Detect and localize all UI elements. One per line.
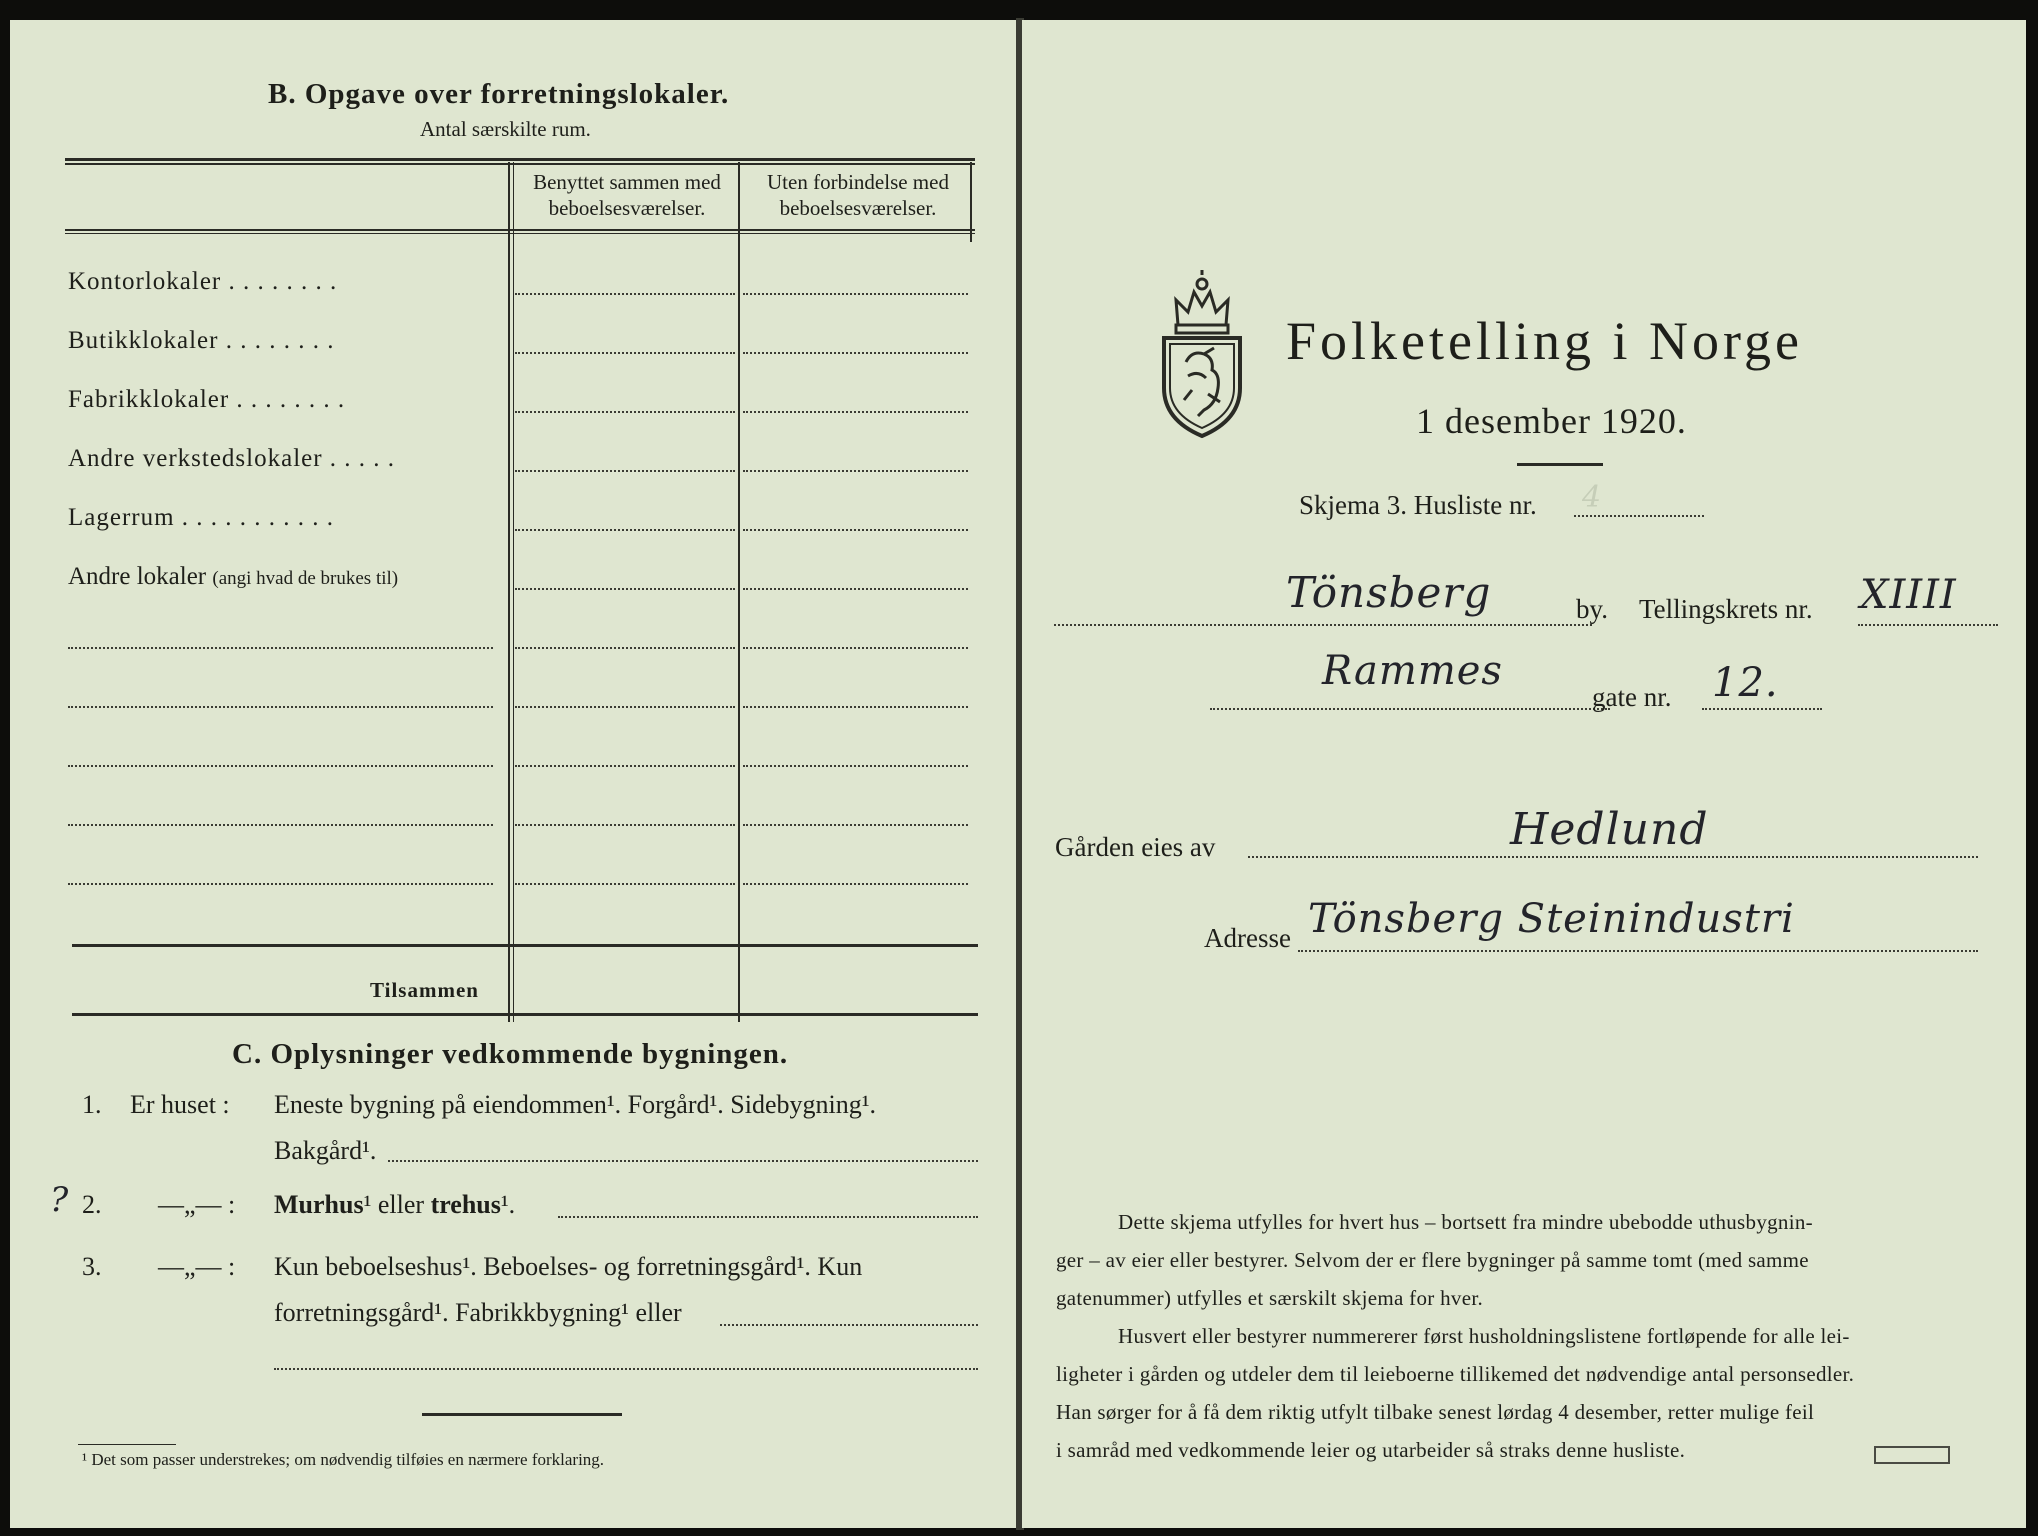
husliste-value: 4 xyxy=(1582,480,1603,515)
section-c-title: C. Oplysninger vedkommende bygningen. xyxy=(232,1038,789,1070)
q1-text-2: Bakgård¹. xyxy=(274,1136,377,1165)
q2-trehus: trehus xyxy=(430,1190,501,1219)
section-b-title: B. Opgave over forretningslokaler. xyxy=(268,78,730,110)
q2-end: ¹. xyxy=(500,1190,516,1219)
row-andre-lokaler xyxy=(68,563,398,591)
row-andre-lokaler-note: (angi hvad de brukes til) xyxy=(212,568,399,589)
q3-answer-line xyxy=(720,1324,978,1326)
total-bottom-rule xyxy=(72,1013,978,1016)
q1-lead: Er huset : xyxy=(130,1090,230,1119)
instructions-p1-line3: gatenummer) utfylles et særskilt skjema for hver. xyxy=(1056,1286,1484,1310)
printer-stamp xyxy=(1874,1446,1950,1464)
cell-line xyxy=(743,529,968,531)
cell-line xyxy=(743,588,968,590)
cell-line xyxy=(743,352,968,354)
andre-lokaler-line-5 xyxy=(68,883,493,885)
row-kontorlokaler: Kontorlokaler . . . . . . . . xyxy=(68,268,338,295)
q2-murhus: Murhus xyxy=(274,1190,364,1219)
instructions-p2-line4: i samråd med vedkommende leier og utarbeider så straks denne husliste. xyxy=(1056,1438,1686,1462)
q3-number: 3. xyxy=(82,1252,102,1281)
footnote-rule xyxy=(78,1444,176,1445)
cell-line xyxy=(515,765,735,767)
q2-mid: ¹ eller xyxy=(363,1190,425,1219)
footnote: ¹ Det som passer understrekes; om nødvendig tilføies en nærmere forklaring. xyxy=(82,1450,605,1469)
q3-answer-line-2 xyxy=(274,1368,978,1370)
gate-label: gate nr. xyxy=(1592,682,1672,712)
adresse-line xyxy=(1298,950,1978,952)
total-top-rule xyxy=(72,944,978,947)
andre-lokaler-line-4 xyxy=(68,824,493,826)
by-value: Tönsberg xyxy=(1286,568,1492,617)
table-top-rule xyxy=(65,158,975,161)
cell-line xyxy=(515,647,735,649)
row-lagerrum: Lagerrum . . . . . . . . . . . xyxy=(68,504,335,531)
gate-line xyxy=(1210,708,1610,710)
q3-lead: —„— : xyxy=(158,1252,236,1281)
q1-answer-line xyxy=(388,1160,978,1162)
section-c-end-rule xyxy=(422,1413,622,1416)
cell-line xyxy=(515,529,735,531)
row-fabrikklokaler: Fabrikklokaler . . . . . . . . xyxy=(68,386,346,413)
q2-margin-mark: ? xyxy=(50,1180,70,1220)
andre-lokaler-line-1 xyxy=(68,647,493,649)
gate-nr-line xyxy=(1702,708,1822,710)
gate-value: Rammes xyxy=(1322,648,1503,694)
cell-line xyxy=(743,647,968,649)
table-top-rule-2 xyxy=(65,163,975,165)
total-label: Tilsammen xyxy=(370,978,479,1002)
instructions-p1-line2: ger – av eier eller bestyrer. Selvom der er flere bygninger på samme tomt (med samme xyxy=(1056,1248,1809,1272)
row-andre-verkstedslokaler: Andre verkstedslokaler . . . . . xyxy=(68,445,396,472)
cell-line xyxy=(515,883,735,885)
cell-line xyxy=(515,411,735,413)
by-label: by. xyxy=(1576,594,1608,624)
right-page xyxy=(1022,20,2026,1528)
cell-line xyxy=(743,411,968,413)
col2-header-line2: beboelsesværelser. xyxy=(779,196,937,220)
cell-line xyxy=(743,293,968,295)
andre-lokaler-line-2 xyxy=(68,706,493,708)
document-title: Folketelling i Norge xyxy=(1286,311,1803,371)
cell-line xyxy=(515,824,735,826)
table-col-divider-3 xyxy=(970,162,972,242)
cell-line xyxy=(743,470,968,472)
by-line xyxy=(1054,624,1592,626)
krets-label: Tellingskrets nr. xyxy=(1639,594,1813,624)
adresse-label: Adresse xyxy=(1204,923,1291,953)
coat-of-arms-icon xyxy=(1158,270,1246,440)
q2-number: 2. xyxy=(82,1190,102,1219)
instructions-p2-line3: Han sørger for å få dem riktig utfylt tilbake senest lørdag 4 desember, retter mulige feil xyxy=(1056,1400,1815,1424)
cell-line xyxy=(515,706,735,708)
eier-label: Gården eies av xyxy=(1055,832,1216,862)
table-header-rule-2 xyxy=(65,233,975,234)
cell-line xyxy=(515,588,735,590)
cell-line xyxy=(515,470,735,472)
q3-text-2: forretningsgård¹. Fabrikkbygning¹ eller xyxy=(274,1298,682,1327)
q2-text xyxy=(274,1190,515,1220)
eier-value: Hedlund xyxy=(1510,804,1709,855)
cell-line xyxy=(515,293,735,295)
q1-number: 1. xyxy=(82,1090,102,1119)
adresse-value: Tönsberg Steinindustri xyxy=(1308,896,1795,942)
table-col-divider-2 xyxy=(738,162,740,1022)
gate-nr-value: 12. xyxy=(1712,660,1779,706)
q2-answer-line xyxy=(558,1216,978,1218)
col1-header-line1: Benyttet sammen med xyxy=(533,170,721,194)
andre-lokaler-line-3 xyxy=(68,765,493,767)
row-andre-lokaler-label: Andre lokaler xyxy=(68,563,207,590)
cell-line xyxy=(743,883,968,885)
skjema-label: Skjema 3. Husliste nr. xyxy=(1299,490,1537,520)
instructions-p2-line1: Husvert eller bestyrer nummererer først husholdningslistene fortløpende for alle lei- xyxy=(1118,1324,1850,1348)
q3-text: Kun beboelseshus¹. Beboelses- og forretningsgård¹. Kun xyxy=(274,1252,863,1281)
cell-line xyxy=(743,765,968,767)
q2-lead: —„— : xyxy=(158,1190,236,1219)
title-rule xyxy=(1517,463,1603,466)
document-date: 1 desember 1920. xyxy=(1416,401,1687,441)
eier-line xyxy=(1248,856,1978,858)
q1-text: Eneste bygning på eiendommen¹. Forgård¹. Sidebygning¹. xyxy=(274,1090,877,1119)
section-b-subtitle: Antal særskilte rum. xyxy=(420,117,591,141)
table-col-divider-1 xyxy=(508,162,510,1022)
col2-header-line1: Uten forbindelse med xyxy=(767,170,949,194)
husliste-line xyxy=(1574,515,1704,517)
instructions-p1-line1: Dette skjema utfylles for hvert hus – bortsett fra mindre ubebodde uthusbygnin- xyxy=(1118,1210,1813,1234)
cell-line xyxy=(515,352,735,354)
table-header-rule xyxy=(65,229,975,231)
krets-value: XIIII xyxy=(1860,572,1957,618)
cell-line xyxy=(743,824,968,826)
left-page xyxy=(10,20,1018,1528)
table-col-divider-1b xyxy=(513,162,514,1022)
row-butikklokaler: Butikklokaler . . . . . . . . xyxy=(68,327,335,354)
krets-line xyxy=(1858,624,1998,626)
instructions-p2-line2: ligheter i gården og utdeler dem til leieboerne tillikemed det nødvendige antal personsedler. xyxy=(1056,1362,1855,1386)
col1-header-line2: beboelsesværelser. xyxy=(548,196,706,220)
cell-line xyxy=(743,706,968,708)
